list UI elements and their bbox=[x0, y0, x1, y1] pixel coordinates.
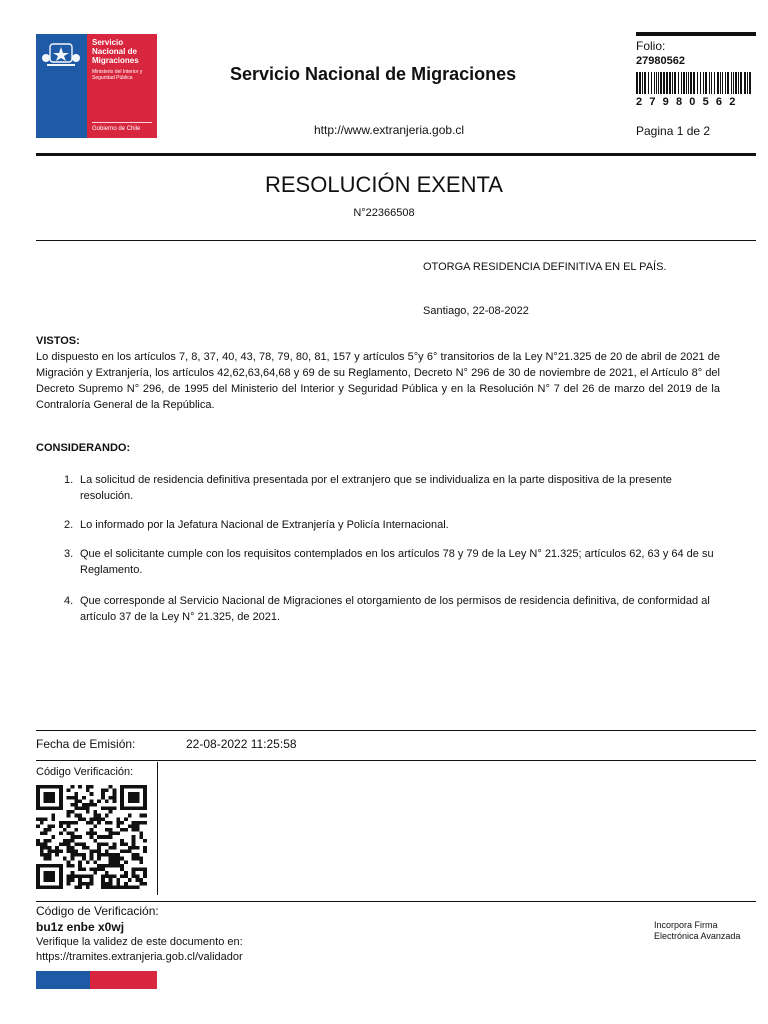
verification-code: bu1z enbe x0wj bbox=[36, 920, 125, 934]
footer-divider-bottom bbox=[36, 901, 756, 902]
barcode-digits: 27980562 bbox=[636, 96, 743, 108]
list-item bbox=[64, 517, 724, 533]
flag-blue-segment bbox=[36, 971, 90, 989]
place-date: Santiago, 22-08-2022 bbox=[423, 305, 529, 317]
list-item-number: 1. bbox=[64, 474, 74, 486]
list-item-number: 3. bbox=[64, 548, 74, 560]
list-item bbox=[64, 546, 724, 578]
verification-instructions: Verifique la validez de este documento en: bbox=[36, 936, 243, 948]
signature-note: Incorpora Firma Electrónica Avanzada bbox=[654, 920, 741, 941]
header-url-link[interactable]: http://www.extranjeria.gob.cl bbox=[314, 123, 465, 137]
folio-top-bar bbox=[636, 32, 756, 36]
flag-color-bar bbox=[36, 971, 157, 989]
emission-date-label: Fecha de Emisión: bbox=[36, 737, 136, 751]
qr-label: Código Verificación: bbox=[36, 766, 134, 778]
vistos-body: Lo dispuesto en los artículos 7, 8, 37, 40, 43, 78, 79, 80, 81, 157 y artículos 5°y 6° transitorios de la Ley N°21.325 de 20 de abril de 2021 de Migración y Extranjería, los artículos 42,62,63,64,68 y 69 de su Reglamento, Decreto N° 296 de 30 de noviembre de 2021, el Artículo 8° del Decreto Supremo N° 296, de 1995 del Ministerio del Interior y Seguridad Pública y en la Resolución N° 7 del 26 de marzo del 2019 de la Contraloría General de la República. bbox=[36, 351, 720, 411]
logo-divider bbox=[92, 122, 152, 123]
logo-ministry: Ministerio del Interior y Seguridad Pública bbox=[92, 69, 143, 81]
logo-blue-panel bbox=[36, 34, 87, 138]
list-item-text: Que el solicitante cumple con los requisitos contemplados en los artículos 78 y 79 de la Ley N° 21.325; artículos 62, 63 y 64 de su Reglamento. bbox=[80, 548, 714, 576]
list-item bbox=[64, 472, 724, 504]
list-item bbox=[64, 593, 724, 625]
barcode-icon bbox=[636, 72, 754, 94]
document-title: RESOLUCIÓN EXENTA bbox=[265, 172, 503, 197]
document-subject: OTORGA RESIDENCIA DEFINITIVA EN EL PAÍS. bbox=[423, 261, 667, 273]
folio-number: 27980562 bbox=[636, 55, 685, 67]
vistos-heading: VISTOS: bbox=[36, 335, 80, 347]
document-number: N°22366508 bbox=[353, 207, 415, 219]
considerando-heading: CONSIDERANDO: bbox=[36, 442, 131, 454]
government-logo bbox=[36, 34, 157, 138]
list-item-text: Lo informado por la Jefatura Nacional de Extranjería y Policía Internacional. bbox=[80, 519, 449, 531]
footer-divider-top bbox=[36, 730, 756, 731]
flag-red-segment bbox=[90, 971, 157, 989]
list-item-text: Que corresponde al Servicio Nacional de Migraciones el otorgamiento de los permisos de residencia definitiva, de conformidad al artículo 37 de la Ley N° 21.325, de 2021. bbox=[80, 595, 710, 623]
list-item-text: La solicitud de residencia definitiva presentada por el extranjero que se individualiza en la parte dispositiva de la presente resolución. bbox=[80, 474, 672, 502]
title-divider bbox=[36, 240, 756, 241]
qr-vertical-divider bbox=[157, 762, 158, 895]
verification-url-link[interactable]: https://tramites.extranjeria.gob.cl/validador bbox=[36, 951, 243, 963]
page-indicator: Pagina 1 de 2 bbox=[636, 124, 711, 138]
logo-government: Gobierno de Chile bbox=[92, 126, 141, 132]
emission-date-value: 22-08-2022 11:25:58 bbox=[186, 737, 297, 751]
folio-label: Folio: bbox=[636, 39, 666, 53]
footer-divider-middle bbox=[36, 760, 756, 761]
logo-org-name: Servicio Nacional de Migraciones bbox=[92, 38, 139, 65]
header-title: Servicio Nacional de Migraciones bbox=[230, 64, 517, 84]
coat-of-arms-icon bbox=[36, 34, 87, 138]
list-item-number: 2. bbox=[64, 519, 74, 531]
header-divider bbox=[36, 153, 756, 156]
verification-title: Código de Verificación: bbox=[36, 904, 159, 918]
qr-code-icon bbox=[36, 785, 147, 889]
logo-red-panel bbox=[87, 34, 157, 138]
list-item-number: 4. bbox=[64, 595, 74, 607]
